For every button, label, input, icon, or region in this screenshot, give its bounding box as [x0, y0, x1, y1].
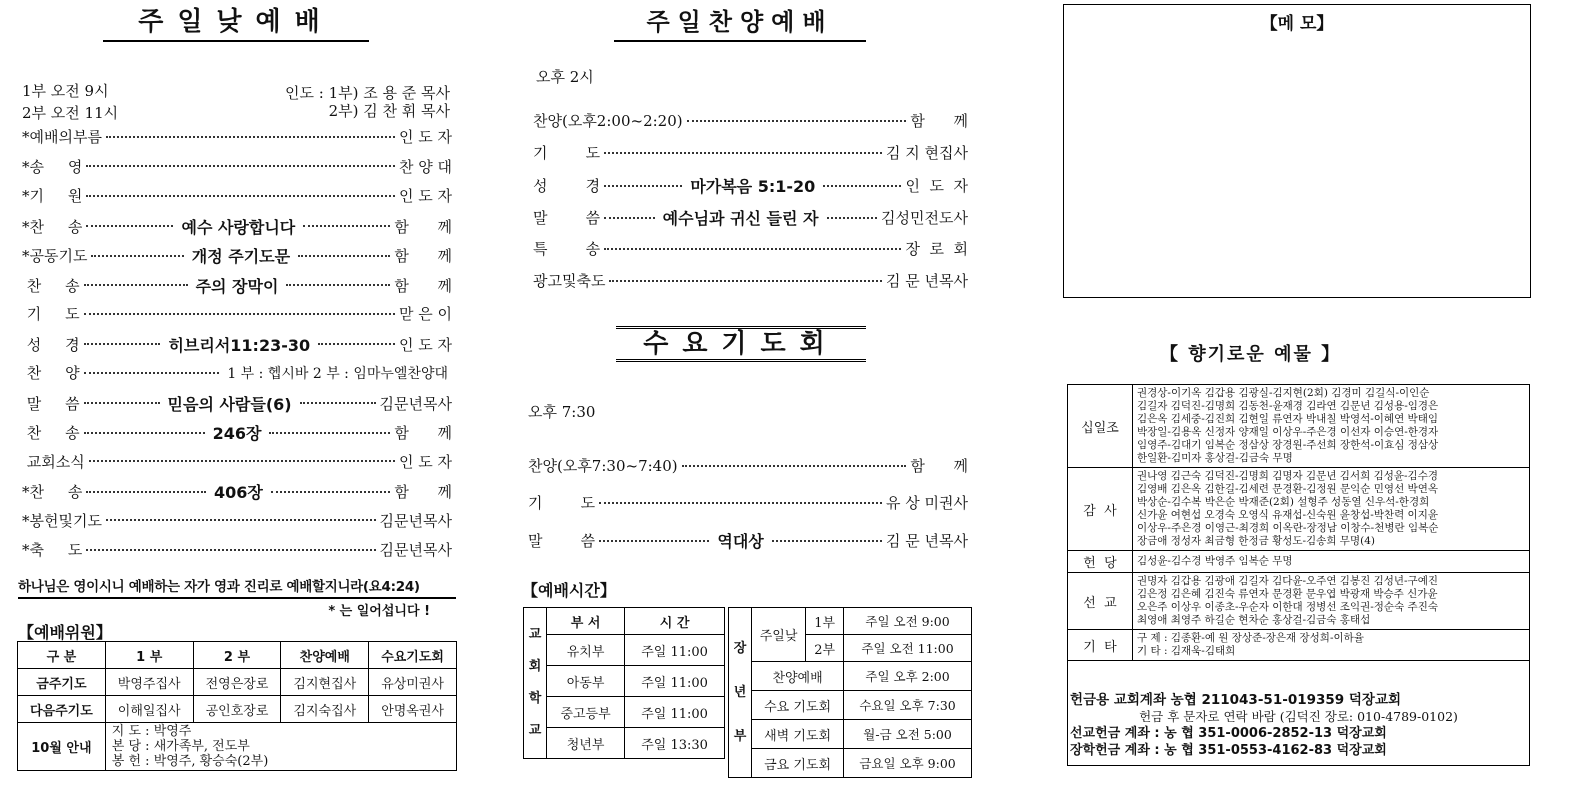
adult-row — [729, 662, 972, 691]
account-mission: 선교헌금 계좌 : 농 협 351-0006-2852-13 덕장교회 — [1070, 726, 1387, 741]
order-label: *봉헌및기도 — [22, 511, 102, 530]
order-detail: 예수 사랑합니다 — [181, 217, 296, 237]
committee-title: 【예배위원】 — [18, 623, 112, 642]
committee-header-cell: 구 분 — [18, 642, 106, 669]
school-side-char: 교 — [528, 627, 542, 642]
offering-line: 김은옥 김세중-김진희 김현일 류연자 박내칠 박영석-이혜연 박태임 — [1137, 413, 1438, 425]
order-person: 김 문 년목사 — [886, 272, 968, 290]
committee-cell: 안명옥권사 — [369, 696, 457, 723]
service-time-1: 1부 오전 9시 — [22, 82, 109, 100]
memo-box — [1063, 4, 1531, 298]
wednesday-prayer-title: 수요기도회 — [616, 326, 866, 362]
order-row — [22, 274, 452, 297]
adult-name: 주일낮 — [752, 608, 806, 662]
offering-row — [1068, 573, 1529, 630]
offering-label: 헌 당 — [1068, 551, 1133, 573]
order-row — [22, 156, 452, 177]
order-label: 기 도 — [533, 144, 601, 162]
school-dept: 유치부 — [547, 635, 625, 666]
committee-row — [18, 669, 457, 696]
order-label: 교회소식 — [22, 452, 85, 471]
dot-leader — [86, 165, 395, 167]
school-dept: 청년부 — [547, 728, 625, 759]
schedule-title: 【예배시간】 — [522, 581, 616, 600]
order-detail: 주의 장막이 — [195, 276, 279, 296]
order-detail: 1 부 : 헵시바 2 부 : 임마누엘찬양대 — [227, 365, 448, 382]
offering-label: 선 교 — [1068, 573, 1133, 630]
dot-leader — [286, 284, 390, 286]
offering-row — [1068, 630, 1529, 661]
order-row — [22, 185, 452, 206]
october-line: 지 도 : 박영주 — [111, 724, 192, 739]
dot-leader — [682, 465, 907, 467]
dot-leader — [823, 185, 901, 187]
adult-time: 주일 오후 2:00 — [844, 662, 972, 691]
memo-title: 【메 모】 — [1260, 14, 1334, 34]
adult-sub: 1부 — [806, 608, 844, 635]
order-person: 김 문 년목사 — [886, 532, 968, 550]
october-label: 10월 안내 — [18, 723, 106, 771]
order-label: 말 씀 — [528, 532, 596, 550]
dot-leader — [271, 491, 391, 493]
school-time: 주일 13:30 — [625, 728, 725, 759]
offering-row — [1068, 385, 1529, 468]
offering-line: 이상우-주은경 이영근-최경희 이옥란-장정남 이창수-천병란 임복순 — [1137, 522, 1439, 534]
order-label: 성 경 — [533, 177, 601, 195]
school-side-label — [524, 608, 547, 759]
dot-leader — [84, 432, 205, 434]
adult-row — [729, 720, 972, 749]
order-person: 김성민전도사 — [881, 209, 968, 227]
order-detail: 히브리서11:23-30 — [168, 335, 311, 355]
order-row — [533, 238, 968, 259]
school-row — [524, 635, 725, 666]
committee-cell: 금주기도 — [18, 669, 106, 696]
adult-row — [729, 749, 972, 778]
school-time: 주일 11:00 — [625, 666, 725, 697]
account-section — [1070, 692, 1527, 759]
order-person: 맏 은 이 — [398, 305, 452, 323]
october-row — [18, 723, 457, 771]
committee-header-cell: 찬양예배 — [281, 642, 369, 669]
offering-line: 신가윤 여현섭 오경숙 오영식 유재섭-신숙원 윤창섭-박찬력 이지윤 — [1137, 509, 1438, 521]
committee-cell: 공인호장로 — [193, 696, 281, 723]
order-row — [22, 539, 452, 560]
order-label: 기 도 — [22, 305, 80, 323]
account-scholarship: 장학헌금 계좌 : 농 협 351-0553-4162-83 덕장교회 — [1070, 743, 1387, 758]
october-line: 봉 헌 : 박영주, 황승숙(2부) — [111, 754, 269, 769]
dot-leader — [84, 284, 188, 286]
school-time: 주일 11:00 — [625, 697, 725, 728]
school-row — [524, 666, 725, 697]
order-label: 기 도 — [528, 494, 596, 512]
order-detail: 246장 — [212, 424, 262, 443]
service-leader-1: 인도 : 1부) 조 용 준 목사 — [285, 84, 450, 102]
dot-leader — [269, 432, 390, 434]
order-row — [22, 244, 452, 267]
order-detail: 역대상 — [717, 532, 764, 551]
offering-names — [1133, 573, 1530, 630]
offering-line: 김영배 김은옥 김한길-김세련 문경환-김정원 문익순 민영선 박연옥 — [1137, 483, 1438, 495]
committee-header-cell: 수요기도회 — [369, 642, 457, 669]
account-main: 헌금용 교회계좌 농협 211043-51-019359 덕장교회 — [1070, 692, 1402, 708]
adult-name: 금요 기도회 — [752, 749, 844, 778]
adult-name: 새벽 기도회 — [752, 720, 844, 749]
order-person: 인 도 자 — [398, 187, 452, 205]
dot-leader — [604, 185, 682, 187]
offering-row — [1068, 468, 1529, 551]
dot-leader — [827, 217, 878, 219]
adult-name: 찬양예배 — [752, 662, 844, 691]
dot-leader — [604, 152, 882, 154]
offering-table — [1068, 385, 1529, 661]
praise-service-title: 주일찬양예배 — [614, 4, 866, 42]
order-row — [528, 529, 968, 552]
order-label: *공동기도 — [22, 247, 88, 265]
order-label: *송 영 — [22, 157, 83, 176]
dot-leader — [318, 343, 395, 345]
order-person: 함 께 — [394, 424, 453, 442]
order-row — [22, 480, 452, 503]
dot-leader — [86, 549, 375, 551]
offering-line: 권나영 김근숙 김덕진-김명희 김명자 김문년 김서희 김성윤-김수경 — [1137, 470, 1438, 482]
dot-leader — [86, 225, 173, 227]
order-label: *축 도 — [22, 541, 83, 559]
order-label: *찬 송 — [22, 217, 83, 236]
order-label: 말 씀 — [22, 394, 80, 413]
dot-leader — [84, 372, 220, 374]
dot-leader — [84, 402, 160, 404]
dot-leader — [303, 225, 390, 227]
dot-leader — [106, 519, 376, 521]
committee-header-row — [18, 642, 457, 669]
offering-box — [1067, 384, 1530, 766]
dot-leader — [599, 540, 709, 542]
committee-cell: 박영주집사 — [105, 669, 193, 696]
committee-cell: 김지현집사 — [281, 669, 369, 696]
stand-note: * 는 일어섭니다 ! — [328, 604, 430, 619]
dot-leader — [609, 280, 882, 282]
committee-row — [18, 696, 457, 723]
order-detail: 믿음의 사람들(6) — [167, 394, 292, 414]
committee-cell: 다음주기도 — [18, 696, 106, 723]
adult-side-char: 년 — [733, 684, 747, 700]
dot-leader — [89, 460, 395, 462]
adult-time: 주일 오전 11:00 — [844, 635, 972, 662]
offering-line: 한일환-김미자 홍상걸-김금숙 무명 — [1137, 452, 1293, 464]
school-time: 주일 11:00 — [625, 635, 725, 666]
adult-time: 주일 오전 9:00 — [844, 608, 972, 635]
order-person: 함 께 — [910, 112, 968, 130]
dot-leader — [86, 491, 206, 493]
offering-label: 기 타 — [1068, 630, 1133, 661]
order-row — [22, 421, 452, 444]
order-person: 함 께 — [394, 217, 452, 236]
wednesday-time: 오후 7:30 — [528, 403, 596, 421]
order-label: 찬양(오후2:00~2:20) — [533, 112, 683, 130]
dot-leader — [772, 540, 882, 542]
dot-leader — [84, 343, 161, 345]
offering-line: 권경상-이기옥 김갑용 김광실-김지현(2회) 김경미 김길식-이인순 — [1137, 387, 1430, 399]
order-row — [22, 510, 452, 531]
account-note: 헌금 후 문자로 연락 바람 (김덕진 장로: 010-4789-0102) — [1139, 709, 1458, 724]
offering-line: 오은주 이상우 이종초-우순자 이한대 정병선 조익권-정순숙 주진숙 — [1137, 601, 1438, 613]
order-person: 함 께 — [910, 457, 968, 475]
committee-header-cell: 2 부 — [193, 642, 281, 669]
order-row — [22, 392, 452, 415]
committee-cell: 전영은장로 — [193, 669, 281, 696]
committee-cell: 이해일집사 — [105, 696, 193, 723]
offering-line: 장금애 정성자 최금형 한정금 황성도-김송희 무명(4) — [1137, 535, 1375, 547]
order-row — [22, 451, 452, 472]
order-detail: 예수님과 귀신 들린 자 — [662, 209, 819, 228]
order-row — [533, 206, 968, 229]
adult-name: 수요 기도회 — [752, 691, 844, 720]
order-person: 김 지 현집사 — [886, 144, 968, 162]
order-label: 성 경 — [22, 335, 80, 354]
adult-side-label — [729, 608, 752, 778]
school-side-char: 학 — [528, 691, 542, 706]
october-line: 본 당 : 새가족부, 전도부 — [111, 739, 250, 754]
offering-names — [1133, 385, 1530, 468]
order-label: 말 씀 — [533, 209, 601, 227]
offering-label: 십일조 — [1068, 385, 1133, 468]
dot-leader — [91, 255, 183, 257]
order-person: 김문년목사 — [379, 511, 452, 530]
adult-schedule-table — [728, 607, 972, 778]
order-row — [528, 492, 968, 513]
order-label: 광고및축도 — [533, 272, 606, 290]
order-person: 함 께 — [394, 276, 453, 295]
order-row — [22, 126, 452, 147]
order-row — [533, 270, 968, 291]
dot-leader — [84, 313, 395, 315]
offering-line: 박장일-김용옥 신정자 양재일 이상우-주은경 이선자 이승연-한경자 — [1137, 426, 1439, 438]
offering-row — [1068, 551, 1529, 573]
committee-cell: 김지숙집사 — [281, 696, 369, 723]
school-header-time: 시 간 — [625, 608, 725, 635]
order-row — [533, 174, 968, 197]
school-dept: 아동부 — [547, 666, 625, 697]
order-label: 찬 양 — [22, 364, 80, 382]
dot-leader — [604, 248, 901, 250]
order-row — [22, 303, 452, 324]
adult-side-char: 부 — [733, 728, 747, 744]
dot-leader — [106, 136, 395, 138]
offering-title: 【 향기로운 예물 】 — [1160, 344, 1342, 365]
order-row — [22, 362, 452, 383]
committee-table — [17, 641, 457, 771]
order-row — [533, 142, 968, 163]
bible-verse: 하나님은 영이시니 예배하는 자가 영과 진리로 예배할지니라(요4:24) — [18, 575, 456, 599]
offering-names — [1133, 630, 1530, 661]
order-person: 김문년목사 — [379, 541, 452, 559]
service-time-2: 2부 오전 11시 — [22, 104, 119, 122]
adult-row — [729, 608, 972, 635]
adult-side-char: 장 — [733, 640, 747, 656]
church-school-table — [523, 607, 725, 759]
offering-names — [1133, 468, 1530, 551]
offering-line: 권명자 김갑용 김광애 김길자 김다윤-오주연 김봉진 김성년-구예진 — [1137, 575, 1438, 587]
order-label: 찬 송 — [22, 276, 80, 295]
order-label: 찬양(오후7:30~7:40) — [528, 457, 678, 475]
order-label: *예배의부름 — [22, 128, 102, 146]
order-row — [528, 455, 968, 476]
order-row — [533, 110, 968, 131]
order-person: 함 께 — [394, 247, 452, 265]
main-service-title: 주일낮예배 — [103, 4, 369, 42]
order-person: 찬 양 대 — [398, 157, 452, 176]
adult-time: 수요일 오후 7:30 — [844, 691, 972, 720]
school-row — [524, 697, 725, 728]
adult-sub: 2부 — [806, 635, 844, 662]
order-person: 인 도 자 — [398, 452, 452, 471]
offering-line: 김은정 김은혜 김진숙 류연자 문경환 문우엽 박광재 박승주 신가윤 — [1137, 588, 1438, 600]
school-row — [524, 728, 725, 759]
order-label: 특 송 — [533, 240, 601, 258]
order-person: 김문년목사 — [379, 394, 452, 413]
dot-leader — [599, 502, 882, 504]
order-detail: 개정 주기도문 — [191, 247, 291, 266]
order-person: 인 도 자 — [905, 177, 969, 195]
school-header-row — [524, 608, 725, 635]
school-side-char: 회 — [528, 659, 542, 674]
offering-list — [1068, 385, 1529, 661]
order-label: *기 원 — [22, 187, 83, 205]
order-row — [22, 333, 452, 356]
order-person: 인 도 자 — [398, 128, 452, 146]
service-leader-2: 2부) 김 찬 휘 목사 — [328, 102, 450, 120]
order-detail: 406장 — [213, 483, 263, 502]
dot-leader — [86, 195, 395, 197]
order-person: 인 도 자 — [398, 335, 452, 354]
offering-label: 감 사 — [1068, 468, 1133, 551]
offering-line: 임영주-김대기 임복순 정삼상 장경원-주선희 장한석-이효심 정삼상 — [1137, 439, 1439, 451]
offering-line: 김성윤-김수경 박영주 임복순 무명 — [1137, 555, 1293, 567]
offering-line: 김길자 김덕진-김명희 김동천-윤재경 김라연 김문년 김성용-임경은 — [1137, 400, 1439, 412]
offering-line: 박상순-김수복 박은순 박재준(2회) 설형주 성동열 신우석-한경희 — [1137, 496, 1430, 508]
order-detail: 마가복음 5:1-20 — [690, 177, 816, 196]
order-person: 장 로 회 — [905, 240, 968, 258]
october-info — [105, 723, 456, 771]
offering-names — [1133, 551, 1530, 573]
order-person: 유 상 미권사 — [886, 494, 968, 512]
school-side-char: 교 — [528, 723, 542, 738]
adult-row — [729, 691, 972, 720]
order-person: 함 께 — [394, 483, 452, 501]
offering-line: 기 타 : 김재욱-김태희 — [1137, 645, 1236, 657]
offering-line: 최영애 최영주 하길순 현차순 홍상걸-김금숙 홍태섭 — [1137, 614, 1371, 626]
committee-cell: 유상미권사 — [369, 669, 457, 696]
offering-line: 구 제 : 김종환-예 원 장상준-장은재 장성희-이하율 — [1137, 632, 1364, 644]
dot-leader — [604, 217, 655, 219]
order-label: 찬 송 — [22, 424, 80, 442]
adult-time: 월-금 오전 5:00 — [844, 720, 972, 749]
order-label: *찬 송 — [22, 483, 83, 501]
dot-leader — [300, 402, 376, 404]
dot-leader — [687, 120, 907, 122]
dot-leader — [298, 255, 390, 257]
praise-time: 오후 2시 — [536, 68, 594, 86]
school-dept: 중고등부 — [547, 697, 625, 728]
school-header-dept: 부 서 — [547, 608, 625, 635]
adult-time: 금요일 오후 9:00 — [844, 749, 972, 778]
order-row — [22, 215, 452, 238]
committee-header-cell: 1 부 — [105, 642, 193, 669]
